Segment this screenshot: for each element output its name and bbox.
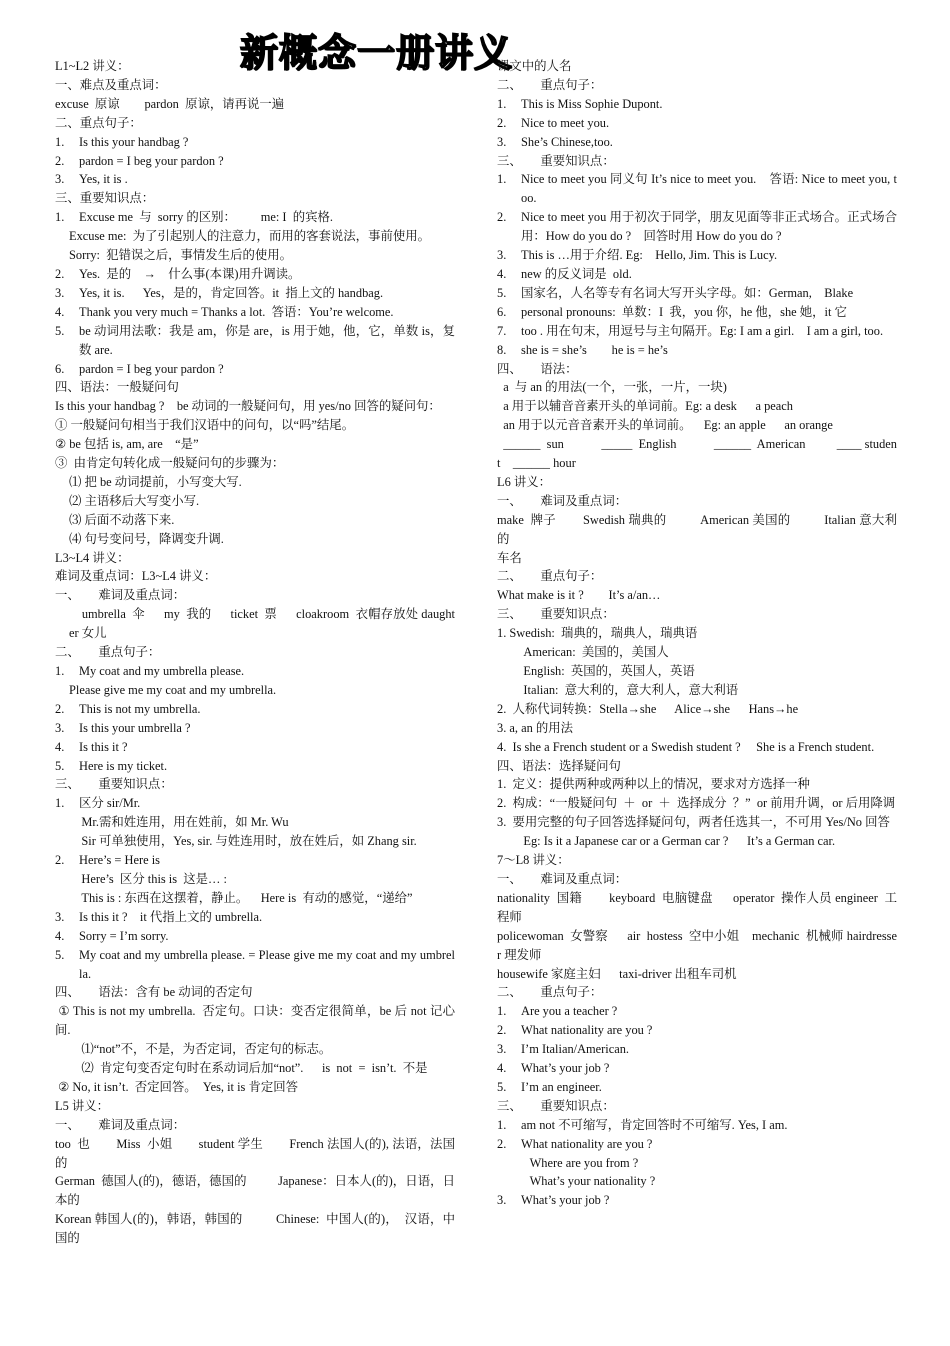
text-line: Please give me my coat and my umbrella. bbox=[69, 682, 277, 697]
numbered-line bbox=[497, 1191, 897, 1210]
text-line: ② No, it isn’t. 否定回答。 Yes, it is 肯定回答 bbox=[55, 1079, 299, 1094]
line-text: pardon = I beg your pardon ? bbox=[79, 361, 224, 376]
line-text: too . 用在句末，用逗号与主句隔开。Eg: I am a girl. I am a girl, too. bbox=[521, 323, 884, 338]
line-number: 1. bbox=[497, 172, 507, 187]
line-number: 2. bbox=[55, 853, 65, 868]
text-line: 四、语法：一般疑问句 bbox=[55, 380, 179, 395]
text-line: 1. Swedish: 瑞典的，瑞典人，瑞典语 bbox=[497, 626, 698, 641]
line-number: 2. bbox=[55, 701, 65, 716]
line-number: 4. bbox=[55, 739, 65, 754]
line-text: Thank you very much = Thanks a lot. 答语：You’re welcome. bbox=[79, 304, 394, 319]
text-line: 难词及重点词：L3~L4 讲义： bbox=[55, 569, 217, 584]
line-number: 1. bbox=[497, 1004, 507, 1019]
text-line: ⑵ 肯定句变否定句时在系动词后加“not”. is not = isn’t. 不是 bbox=[69, 1061, 428, 1076]
text-line: 四、语法：选择疑问句 bbox=[497, 758, 621, 773]
line-number: 7. bbox=[497, 323, 507, 338]
text-line: American: 美国的，美国人 bbox=[511, 645, 669, 660]
text-line: a 与 an 的用法(一个，一张，一片，一块) bbox=[497, 380, 727, 395]
numbered-line bbox=[55, 662, 455, 681]
line-number: 6. bbox=[55, 361, 65, 376]
numbered-line bbox=[497, 1116, 897, 1135]
numbered-line bbox=[497, 246, 897, 265]
numbered-line bbox=[55, 360, 455, 379]
line-text: personal pronouns: 单数：I 我，you 你，he 他，she 她，it 它 bbox=[521, 304, 847, 319]
text-line: 一、 难词及重点词： bbox=[55, 588, 186, 603]
line-number: 5. bbox=[55, 947, 65, 962]
line-number: 1. bbox=[497, 1117, 507, 1132]
text-line: 3. a, an 的用法 bbox=[497, 720, 574, 735]
text-line: L6 讲义： bbox=[497, 474, 552, 489]
text-line: Here’s 区分 this is 这是… : bbox=[69, 871, 227, 886]
line-text: What’s your job ? bbox=[521, 1061, 610, 1076]
line-number: 5. bbox=[55, 758, 65, 773]
line-text: Yes. 是的 → 什么事(本课)用升调读。 bbox=[79, 266, 301, 281]
line-number: 2. bbox=[55, 153, 65, 168]
text-line: 二、 重点句子： bbox=[497, 985, 603, 1000]
text-line: English: 英国的，英国人，英语 bbox=[511, 664, 695, 678]
line-number: 1. bbox=[55, 134, 65, 149]
line-number: 2. bbox=[497, 1136, 507, 1151]
text-line: Italian: 意大利的，意大利人，意大利语 bbox=[511, 682, 739, 697]
numbered-line bbox=[497, 303, 897, 322]
line-number: 1. bbox=[55, 210, 65, 225]
line-number: 3. bbox=[55, 909, 65, 924]
text-line: Sir 可单独使用，Yes, sir. 与姓连用时，放在姓后，如 Zhang sir. bbox=[69, 834, 417, 849]
numbered-line bbox=[497, 1021, 897, 1040]
line-text: This is Miss Sophie Dupont. bbox=[521, 96, 663, 111]
line-text: I’m Italian/American. bbox=[521, 1042, 630, 1057]
page-title: 新概念一册讲义 bbox=[240, 31, 514, 75]
text-line: L3~L4 讲义： bbox=[55, 550, 130, 565]
line-number: 3. bbox=[497, 248, 507, 263]
line-number: 3. bbox=[55, 172, 65, 187]
text-line: ③ 由肯定句转化成一般疑问句的步骤为： bbox=[55, 456, 285, 471]
line-text: Sorry = I’m sorry. bbox=[79, 928, 169, 943]
numbered-line bbox=[55, 265, 455, 284]
numbered-line bbox=[497, 265, 897, 284]
text-line: make 牌子 Swedish 瑞典的 American 美国的 Italian 意大利的 bbox=[497, 512, 897, 546]
line-number: 2. bbox=[497, 210, 507, 225]
text-line: German 德国人(的)，德语，德国的 Japanese：日本人(的)，日语，日本的 bbox=[55, 1174, 455, 1208]
text-line: This is : 东西在这摆着，静止。 Here is 有动的感觉，“递给” bbox=[69, 890, 413, 905]
line-text: Nice to meet you. bbox=[521, 115, 610, 130]
numbered-line bbox=[497, 341, 897, 360]
numbered-line bbox=[497, 1059, 897, 1078]
line-number: 5. bbox=[55, 323, 65, 338]
line-text: Are you a teacher ? bbox=[521, 1004, 618, 1019]
numbered-line bbox=[497, 208, 897, 246]
line-number: 3. bbox=[497, 1193, 507, 1208]
text-line: 4. Is she a French student or a Swedish student ? She is a French student. bbox=[497, 739, 875, 754]
text-line: 三、 重要知识点： bbox=[497, 1098, 615, 1113]
line-text: she is = she’s he is = he’s bbox=[521, 342, 668, 357]
line-number: 1. bbox=[55, 664, 65, 678]
line-number: 2. bbox=[497, 1023, 507, 1038]
text-line: Mr.需和姓连用，用在姓前，如 Mr. Wu bbox=[69, 815, 289, 830]
line-text: What’s your job ? bbox=[521, 1193, 610, 1208]
line-text: Is this it ? bbox=[79, 739, 128, 754]
line-text: Nice to meet you 同义句 It’s nice to meet you. 答语: Nice to meet you, too. bbox=[521, 172, 897, 206]
line-number: 4. bbox=[497, 266, 507, 281]
numbered-line bbox=[55, 322, 455, 360]
numbered-line bbox=[497, 95, 897, 114]
line-text: Excuse me 与 sorry 的区别： me: I 的宾格. bbox=[79, 210, 333, 225]
numbered-line bbox=[55, 133, 455, 152]
text-line: 四、 语法：含有 be 动词的否定句 bbox=[55, 985, 253, 1000]
numbered-line bbox=[55, 284, 455, 303]
text-line: 车名 bbox=[497, 550, 522, 565]
text-line: ⑷ 句号变问号，降调变升调. bbox=[69, 531, 224, 546]
line-text: Yes, it is. Yes，是的，肯定回答。it 指上文的 handbag. bbox=[79, 285, 384, 300]
line-text: 国家名，人名等专有名词大写开头字母。如：German, Blake bbox=[521, 285, 854, 300]
text-line: a 用于以辅音音素开头的单词前。Eg: a desk a peach bbox=[497, 399, 793, 414]
text-line: 1. 定义：提供两种或两种以上的情况，要求对方选择一种 bbox=[497, 777, 810, 792]
text-line: 三、 重要知识点： bbox=[497, 607, 615, 622]
text-line: ⑶ 后面不动落下来. bbox=[69, 512, 175, 527]
numbered-line bbox=[55, 946, 455, 984]
line-text: Here’s = Here is bbox=[79, 853, 160, 868]
line-number: 1. bbox=[55, 796, 65, 811]
numbered-line bbox=[497, 170, 897, 208]
line-text: Is this your umbrella ? bbox=[79, 720, 191, 735]
line-text: Yes, it is . bbox=[79, 172, 128, 187]
text-line: umbrella 伞 my 我的 ticket 票 cloakroom 衣帽存放处 daughter 女儿 bbox=[69, 607, 455, 641]
numbered-line bbox=[55, 719, 455, 738]
line-number: 4. bbox=[55, 304, 65, 319]
text-line: 2. 构成：“一般疑问句 ＋ or ＋ 选择成分 ？” or 前用升调，or 后用降调 bbox=[497, 796, 896, 811]
text-line: 2. 人称代词转换：Stella→she Alice→she Hans→he bbox=[497, 701, 799, 716]
line-number: 3. bbox=[55, 285, 65, 300]
line-text: Here is my ticket. bbox=[79, 758, 168, 773]
text-line: L1~L2 讲义： bbox=[55, 59, 130, 73]
numbered-line bbox=[55, 208, 455, 227]
line-number: 1. bbox=[497, 96, 507, 111]
text-line: 7～L8 讲义： bbox=[497, 853, 570, 868]
text-line: Eg: Is it a Japanese car or a German car ? It’s a German car. bbox=[511, 834, 836, 849]
text-line: 四、 语法： bbox=[497, 361, 578, 376]
line-number: 2. bbox=[497, 115, 507, 130]
numbered-line bbox=[55, 152, 455, 171]
text-line: 三、 重要知识点： bbox=[55, 777, 173, 792]
line-text: She’s Chinese,too. bbox=[521, 134, 613, 149]
text-line: Korean 韩国人(的)，韩语，韩国的 Chinese: 中国人(的)， 汉语，中国的 bbox=[55, 1212, 455, 1246]
numbered-line bbox=[497, 1135, 897, 1154]
text-line: 一、 难词及重点词： bbox=[497, 493, 628, 508]
right-column bbox=[497, 57, 897, 1210]
text-line: Sorry: 犯错误之后，事情发生后的使用。 bbox=[69, 248, 293, 263]
text-line: housewife 家庭主妇 taxi-driver 出租车司机 bbox=[497, 966, 737, 981]
numbered-line bbox=[55, 851, 455, 870]
text-line: ⑵ 主语移后大写变小写. bbox=[69, 493, 200, 508]
numbered-line bbox=[55, 303, 455, 322]
text-line: an 用于以元音音素开头的单词前。 Eg: an apple an orange bbox=[497, 418, 833, 433]
numbered-line bbox=[55, 908, 455, 927]
text-line: too 也 Miss 小姐 student 学生 French 法国人(的), 法语，法国的 bbox=[55, 1136, 455, 1170]
text-line: excuse 原谅 pardon 原谅，请再说一遍 bbox=[55, 96, 285, 111]
text-line: Excuse me: 为了引起别人的注意力，而用的客套说法，事前使用。 bbox=[69, 229, 431, 244]
numbered-line bbox=[497, 1078, 897, 1097]
numbered-line bbox=[55, 794, 455, 813]
text-line: 一、 难词及重点词： bbox=[497, 871, 628, 886]
line-text: be 动词用法歌：我是 am，你是 are，is 用于她，他，它，单数 is，复数 are. bbox=[79, 323, 455, 357]
numbered-line bbox=[55, 927, 455, 946]
line-text: This is …用于介绍. Eg: Hello, Jim. This is Lucy. bbox=[521, 248, 778, 263]
text-line: 一、难点及重点词： bbox=[55, 77, 167, 92]
line-text: I’m an engineer. bbox=[521, 1079, 602, 1094]
line-text: My coat and my umbrella please. bbox=[79, 664, 245, 678]
line-text: new 的反义词是 old. bbox=[521, 266, 632, 281]
line-text: What nationality are you ? bbox=[521, 1023, 653, 1038]
line-number: 3. bbox=[55, 720, 65, 735]
text-line: policewoman 女警察 air hostess 空中小姐 mechanic 机械师 hairdresser 理发师 bbox=[497, 928, 897, 962]
text-line: What’s your nationality ? bbox=[511, 1174, 656, 1189]
numbered-line bbox=[497, 284, 897, 303]
line-text: 区分 sir/Mr. bbox=[79, 796, 141, 811]
text-line: 二、 重点句子： bbox=[55, 645, 161, 660]
text-line: 三、重要知识点： bbox=[55, 191, 155, 206]
text-line: 三、 重要知识点： bbox=[497, 153, 615, 168]
text-line: nationality 国籍 keyboard 电脑键盘 operator 操作人员 engineer 工程师 bbox=[497, 890, 897, 924]
numbered-line bbox=[497, 133, 897, 152]
line-number: 8. bbox=[497, 342, 507, 357]
line-number: 5. bbox=[497, 285, 507, 300]
text-line: ① This is not my umbrella. 否定句。口诀：变否定很简单，be 后 not 记心间. bbox=[55, 1004, 455, 1038]
line-text: My coat and my umbrella please. = Please give me my coat and my umbrella. bbox=[79, 947, 455, 981]
text-line: L5 讲义： bbox=[55, 1098, 110, 1113]
text-line: Where are you from ? bbox=[511, 1155, 639, 1170]
text-line: What make is it ? It’s a/an… bbox=[497, 588, 661, 603]
line-text: Is this your handbag ? bbox=[79, 134, 189, 149]
line-number: 5. bbox=[497, 1079, 507, 1094]
numbered-line bbox=[55, 170, 455, 189]
line-text: What nationality are you ? bbox=[521, 1136, 653, 1151]
text-line: 课文中的人名 bbox=[497, 59, 572, 73]
numbered-line bbox=[497, 322, 897, 341]
numbered-line bbox=[55, 700, 455, 719]
text-line: ② be 包括 is, am, are “是” bbox=[55, 437, 199, 452]
text-line: 二、 重点句子： bbox=[497, 569, 603, 584]
text-line: 一、 难词及重点词： bbox=[55, 1117, 186, 1132]
line-text: Nice to meet you 用于初次于同学，朋友见面等非正式场合。正式场合用：How do you do ? 回答时用 How do you do ? bbox=[521, 210, 897, 244]
line-text: pardon = I beg your pardon ? bbox=[79, 153, 224, 168]
line-number: 2. bbox=[55, 266, 65, 281]
text-line: 3. 要用完整的句子回答选择疑问句，两者任选其一，不可用 Yes/No 回答 bbox=[497, 815, 890, 830]
line-number: 3. bbox=[497, 1042, 507, 1057]
line-number: 4. bbox=[55, 928, 65, 943]
text-line: 二、重点句子： bbox=[55, 115, 142, 130]
numbered-line bbox=[55, 738, 455, 757]
numbered-line bbox=[497, 1040, 897, 1059]
numbered-line bbox=[497, 1002, 897, 1021]
numbered-line bbox=[497, 114, 897, 133]
text-line: ⑴“not”不，不是，为否定词，否定句的标志。 bbox=[69, 1042, 332, 1057]
line-text: This is not my umbrella. bbox=[79, 701, 201, 716]
text-line: 二、 重点句子： bbox=[497, 77, 603, 92]
left-column bbox=[55, 57, 455, 1248]
line-number: 3. bbox=[497, 134, 507, 149]
line-number: 6. bbox=[497, 304, 507, 319]
text-line: ① 一般疑问句相当于我们汉语中的问句，以“吗”结尾。 bbox=[55, 418, 355, 433]
numbered-line bbox=[55, 757, 455, 776]
text-line: Is this your handbag ? be 动词的一般疑问句，用 yes/no 回答的疑问句： bbox=[55, 399, 441, 414]
text-line: ______ sun _____ English ______ American ____ student ______ hour bbox=[497, 437, 897, 471]
line-text: am not 不可缩写，肯定回答时不可缩写. Yes, I am. bbox=[521, 1117, 788, 1132]
line-number: 4. bbox=[497, 1061, 507, 1076]
text-line: ⑴ 把 be 动词提前，小写变大写. bbox=[69, 474, 242, 489]
line-text: Is this it ? it 代指上文的 umbrella. bbox=[79, 909, 263, 924]
